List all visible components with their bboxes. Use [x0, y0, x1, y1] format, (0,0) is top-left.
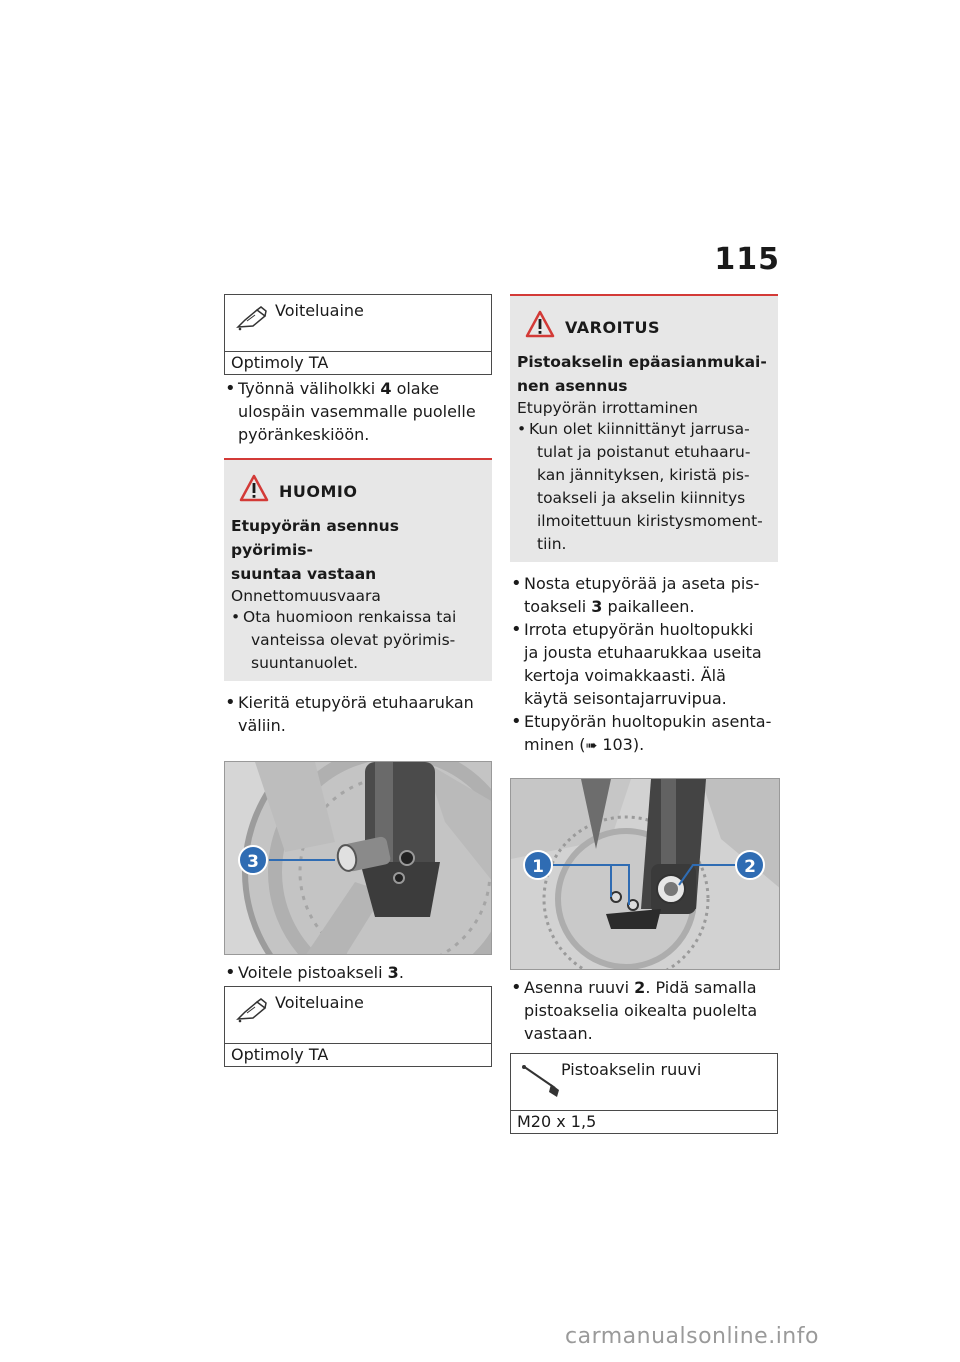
lubricant-spec-box: [224, 986, 492, 1067]
step-roll-wheel: [224, 691, 492, 737]
text: vanteissa olevat pyörimis-: [251, 631, 456, 649]
step-push-sleeve: [224, 377, 492, 446]
notice-heading: suuntaa vastaan: [231, 565, 377, 583]
text: toakseli: [524, 597, 587, 616]
warning-bullet: [517, 418, 771, 556]
notice-subtitle: Onnettomuusvaara: [231, 587, 381, 605]
ref-number: 4: [380, 379, 392, 398]
warning-subtitle: Etupyörän irrottaminen: [517, 399, 698, 417]
notice-heading: Etupyörän asennus pyörimis-: [231, 517, 399, 559]
notice-box: [224, 458, 492, 681]
wheel-axle-photo: [224, 761, 492, 955]
step-stand-reference: [510, 710, 778, 758]
callout-2: 2: [735, 850, 765, 880]
warning-title: VAROITUS: [565, 318, 660, 337]
text: ja jousta etuhaarukkaa useita: [524, 643, 762, 662]
spec-value: Optimoly TA: [231, 1045, 329, 1064]
text: ulospäin vasemmalle puolelle: [238, 402, 476, 421]
page-ref-link[interactable]: 103).: [602, 735, 645, 754]
step-remove-stand: [510, 618, 778, 710]
bolt-spec-box: [510, 1053, 778, 1134]
page-number: 115: [714, 242, 780, 277]
text: Työnnä väliholkki: [238, 379, 376, 398]
text: pistoakselia oikealta puolelta: [524, 1001, 758, 1020]
text: väliin.: [238, 716, 286, 735]
notice-title: HUOMIO: [279, 482, 358, 501]
torque-wrench-icon: [521, 1064, 561, 1102]
text: Voitele pistoakseli: [238, 963, 383, 982]
left-column: [224, 294, 492, 1067]
text: olake: [396, 379, 440, 398]
warning-heading: nen asennus: [517, 377, 628, 395]
text: tiin.: [537, 535, 567, 553]
text: . Pidä samalla: [645, 978, 757, 997]
text: .: [398, 963, 404, 982]
ref-number: 2: [634, 978, 646, 997]
right-column: [510, 294, 778, 1134]
spec-label: Voiteluaine: [275, 993, 364, 1012]
spec-label: Voiteluaine: [275, 301, 364, 320]
step-lubricate-axle: [224, 961, 492, 984]
text: paikalleen.: [607, 597, 695, 616]
warning-box: [510, 294, 778, 562]
warning-triangle-icon: [525, 310, 555, 338]
callout-1: 1: [523, 850, 553, 880]
text: • Etupyörän huoltopukin asenta-: [524, 712, 772, 731]
footer-watermark[interactable]: carmanualsonline.info: [565, 1324, 819, 1349]
warning-heading: Pistoakselin epäasianmukai-: [517, 353, 767, 371]
lubricant-spec-box: [224, 294, 492, 375]
ref-number: 3: [387, 963, 399, 982]
text: • Irrota etupyörän huoltopukki: [524, 620, 754, 639]
text: suuntanuolet.: [251, 654, 359, 672]
text: Asenna ruuvi: [524, 978, 630, 997]
text: minen (: [524, 735, 586, 754]
text: • Kun olet kiinnittänyt jarrusa-: [529, 420, 750, 438]
lubricant-icon: [235, 305, 269, 335]
step-insert-axle: [510, 572, 778, 618]
text: kan jännityksen, kiristä pis-: [537, 466, 750, 484]
text: • Nosta etupyörää ja aseta pis-: [524, 574, 760, 593]
text: vastaan.: [524, 1024, 593, 1043]
text: kertoja voimakkaasti. Älä: [524, 666, 726, 685]
text: • Kieritä etupyörä etuhaarukan: [238, 693, 474, 712]
callout-3: 3: [238, 845, 268, 875]
axle-bolts-photo: [510, 778, 780, 970]
spec-value: Optimoly TA: [231, 353, 329, 372]
text: tulat ja poistanut etuhaaru-: [537, 443, 751, 461]
page-ref-arrow-icon[interactable]: ➠: [585, 738, 598, 754]
step-install-bolt: [510, 976, 778, 1045]
lubricant-icon: [235, 997, 269, 1027]
spec-label: Pistoakselin ruuvi: [561, 1060, 702, 1079]
text: toakseli ja akselin kiinnitys: [537, 489, 746, 507]
text: käytä seisontajarruvipua.: [524, 689, 727, 708]
spec-value: M20 x 1,5: [517, 1112, 597, 1131]
text: • Ota huomioon renkaissa tai: [243, 608, 457, 626]
notice-bullet: [231, 606, 485, 675]
text: pyöränkeskiöön.: [238, 425, 370, 444]
warning-triangle-icon: [239, 474, 269, 502]
ref-number: 3: [591, 597, 603, 616]
text: ilmoitettuun kiristysmoment-: [537, 512, 763, 530]
